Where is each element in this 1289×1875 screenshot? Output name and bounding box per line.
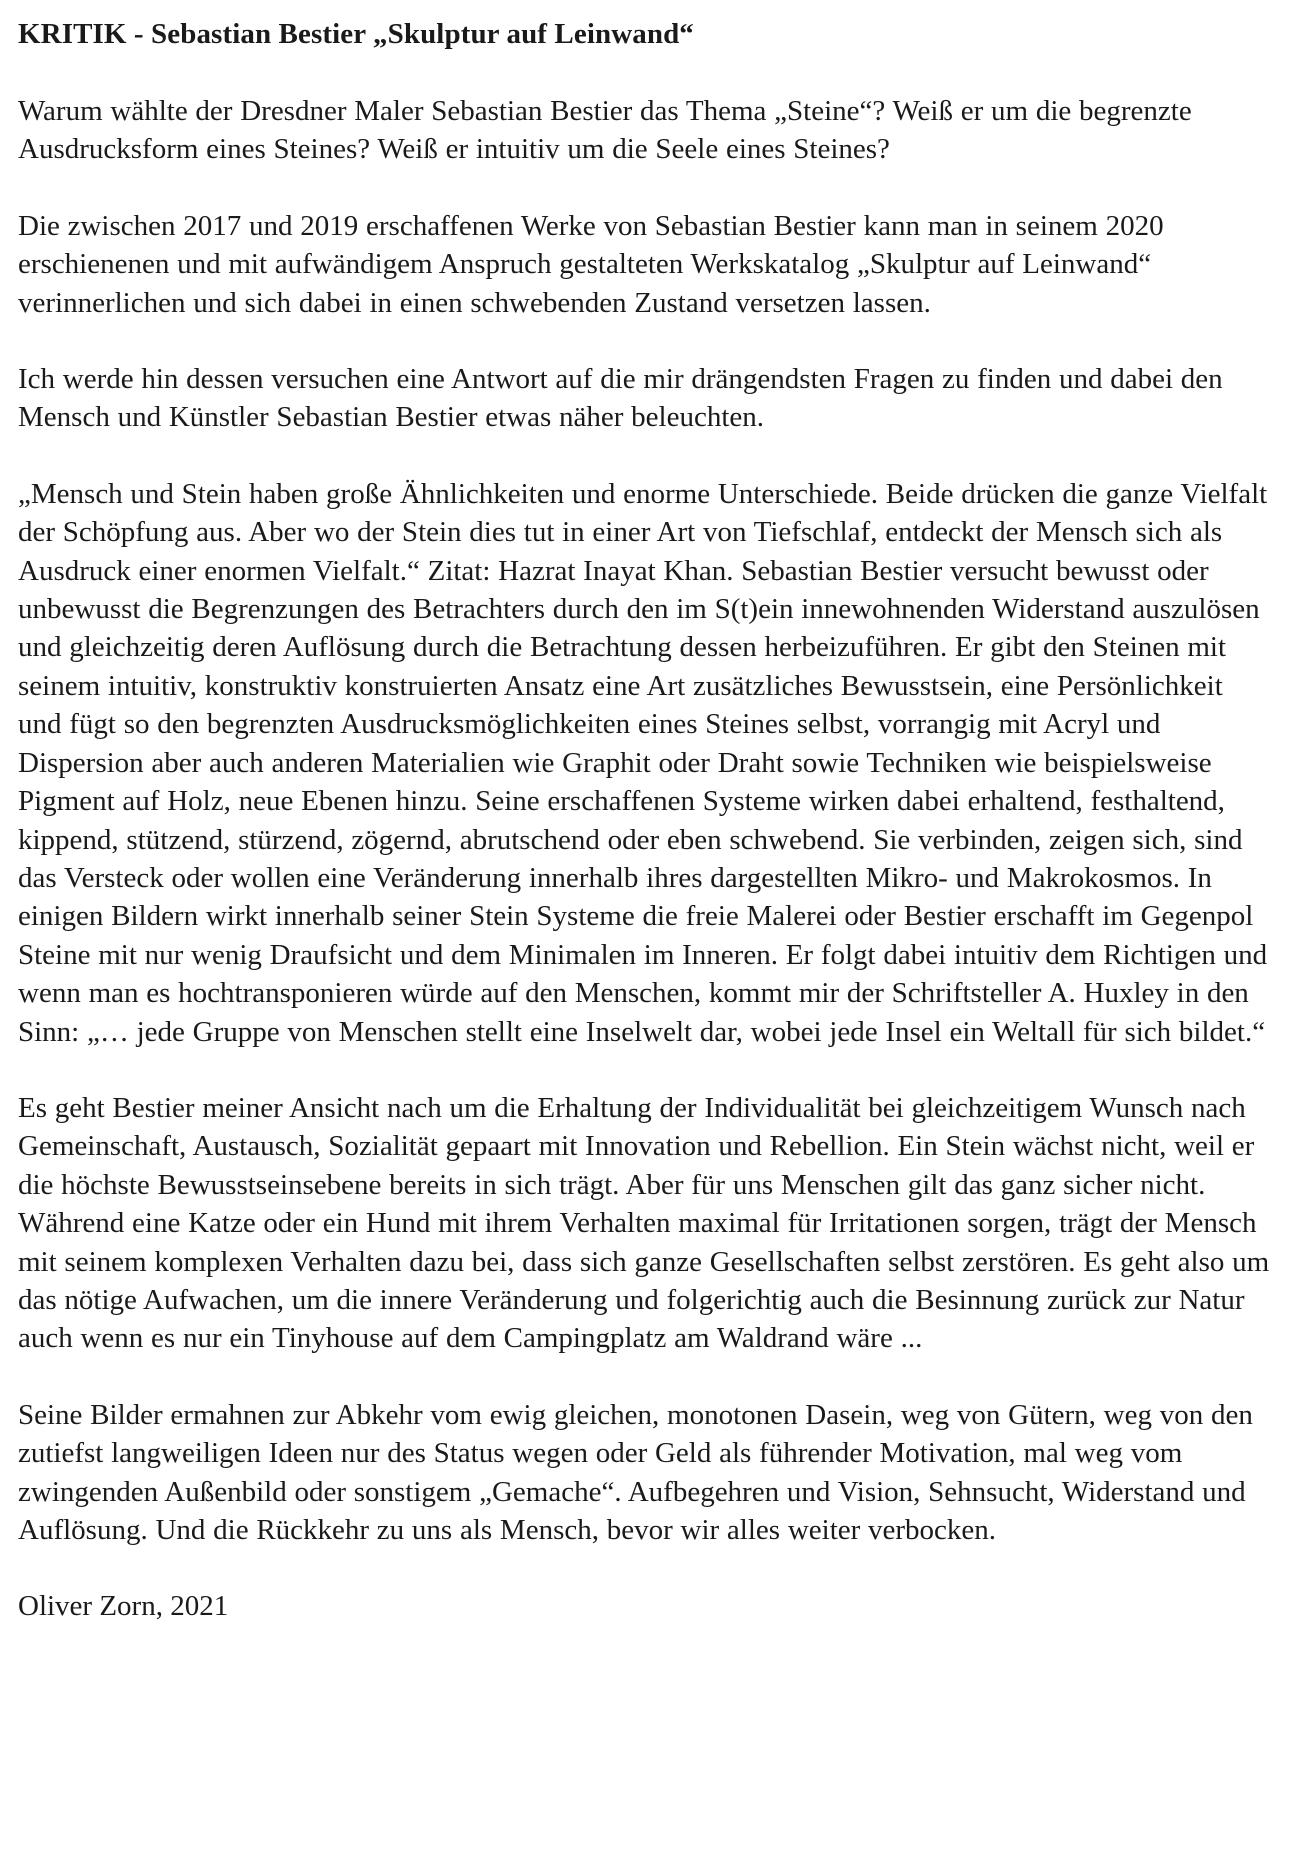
paragraph-individuality: Es geht Bestier meiner Ansicht nach um die Erhaltung der Individualität bei gleichzeitigem Wunsch nach Gemeinschaft, Austausch, Sozialität gepaart mit Innovation und Rebellion. Ein Stein wächst nicht, weil er die höchste Bewusstseinsebene bereits in sich trägt. Aber für uns Menschen gilt das ganz sicher nicht. Während eine Katze oder ein Hund mit ihrem Verhalten maximal für Irritationen sorgen, trägt der Mensch mit seinem komplexen Verhalten dazu bei, dass sich ganze Gesellschaften selbst zerstören. Es geht also um das nötige Aufwachen, um die innere Veränderung und folgerichtig auch die Besinnung zurück zur Natur auch wenn es nur ein Tinyhouse auf dem Campingplatz am Waldrand wäre ... xyxy=(18,1091,1270,1355)
paragraph-main-analysis: „Mensch und Stein haben große Ähnlichkeiten und enorme Unterschiede. Beide drücken die ganze Vielfalt der Schöpfung aus. Aber wo der Stein dies tut in einer Art von Tiefschlaf, entdeckt der Mensch sich als Ausdruck einer enormen Vielfalt.“ Zitat: Hazrat Inayat Khan. Sebastian Bestier versucht bewusst oder unbewusst die Begrenzungen des Betrachters durch den im S(t)ein innewohnenden Widerstand auszulösen und gleichzeitig deren Auflösung durch die Betrachtung dessen herbeizuführen. Er gibt den Steinen mit seinem intuitiv, konstruktiv konstruierten Ansatz eine Art zusätzliches Bewusstsein, eine Persönlichkeit und fügt so den begrenzten Ausdrucksmöglichkeiten eines Steines selbst, vorrangig mit Acryl und Dispersion aber auch anderen Materialien wie Graphit oder Draht sowie Techniken wie beispielsweise Pigment auf Holz, neue Ebenen hinzu. Seine erschaffenen Systeme wirken dabei erhaltend, festhaltend, kippend, stützend, stürzend, zögernd, abrutschend oder eben schwebend. Sie verbinden, zeigen sich, sind das Versteck oder wollen eine Veränderung innerhalb ihres dargestellten Mikro- und Makrokosmos. In einigen Bildern wirkt innerhalb seiner Stein Systeme die freie Malerei oder Bestier erschafft im Gegenpol Steine mit nur wenig Draufsicht und dem Minimalen im Inneren. Er folgt dabei intuitiv dem Richtigen und wenn man es hochtransponieren würde auf den Menschen, kommt mir der Schriftsteller A. Huxley in den Sinn: „… jede Gruppe von Menschen stellt eine Inselwelt dar, wobei jede Insel ein Weltall für sich bildet.“ xyxy=(18,477,1268,1048)
paragraph-conclusion: Seine Bilder ermahnen zur Abkehr vom ewig gleichen, monotonen Dasein, weg von Gütern, weg von den zutiefst langweiligen Ideen nur des Status wegen oder Geld als führender Motivation, mal weg vom zwingenden Außenbild oder sonstigem „Gemache“. Aufbegehren und Vision, Sehnsucht, Widerstand und Auflösung. Und die Rückkehr zu uns als Mensch, bevor wir alles weiter verbocken. xyxy=(18,1398,1253,1546)
paragraph-intent: Ich werde hin dessen versuchen eine Antwort auf die mir drängendsten Fragen zu finden und dabei den Mensch und Künstler Sebastian Bestier etwas näher beleuchten. xyxy=(18,363,1223,434)
paragraph-works-catalog: Die zwischen 2017 und 2019 erschaffenen Werke von Sebastian Bestier kann man in seinem 2020 erschienenen und mit aufwändigem Anspruch gestalteten Werkskatalog „Skulptur auf Leinwand“ verinnerlichen und sich dabei in einen schwebenden Zustand versetzen lassen. xyxy=(18,209,1164,319)
author-signature: Oliver Zorn, 2021 xyxy=(18,1590,229,1623)
document-title: KRITIK - Sebastian Bestier „Skulptur auf Leinwand“ xyxy=(18,18,694,50)
paragraph-intro-questions: Warum wählte der Dresdner Maler Sebastian Bestier das Thema „Steine“? Weiß er um die begrenzte Ausdrucksform eines Steines? Weiß er intuitiv um die Seele eines Steines? xyxy=(18,95,1192,166)
